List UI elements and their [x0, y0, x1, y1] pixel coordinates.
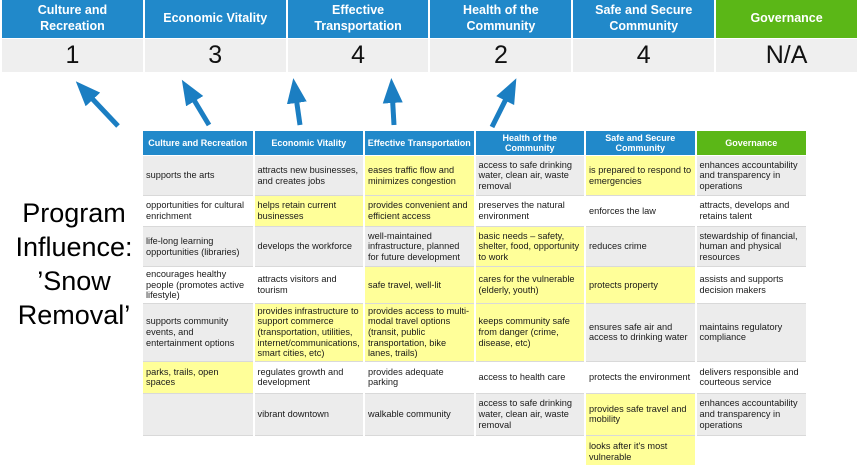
summary-header-safe-and-secure-community: Safe and Secure Community [573, 0, 714, 38]
summary-header-culture-and-recreation: Culture and Recreation [2, 0, 143, 38]
score-summary-table [2, 0, 857, 72]
matrix-cell-6-effective-transportation: provides adequate parking [364, 361, 475, 393]
matrix-header-culture-and-recreation: Culture and Recreation [143, 131, 254, 156]
summary-score-effective-transportation: 4 [288, 39, 429, 72]
matrix-cell-8-health-of-the-community [475, 435, 586, 465]
matrix-cell-2-economic-vitality: helps retain current businesses [254, 196, 365, 227]
matrix-row-6 [143, 361, 806, 393]
matrix-header-effective-transportation: Effective Transportation [364, 131, 475, 156]
matrix-header-health-of-the-community: Health of the Community [475, 131, 586, 156]
arrow-health-of-the-community [392, 90, 394, 125]
matrix-cell-6-safe-and-secure-community: protects the environment [585, 361, 696, 393]
matrix-cell-7-health-of-the-community: access to safe drinking water, clean air, waste removal [475, 393, 586, 435]
summary-header-effective-transportation: Effective Transportation [288, 0, 429, 38]
summary-header-governance: Governance [716, 0, 857, 38]
matrix-cell-3-safe-and-secure-community: reduces crime [585, 227, 696, 267]
matrix-row-2 [143, 196, 806, 227]
matrix-cell-4-governance: assists and supports decision makers [696, 267, 807, 304]
arrow-economic-vitality [188, 90, 209, 125]
matrix-cell-3-economic-vitality: develops the workforce [254, 227, 365, 267]
summary-score-culture-and-recreation: 1 [2, 39, 143, 72]
matrix-body [143, 156, 806, 465]
matrix-cell-1-culture-and-recreation: supports the arts [143, 156, 254, 196]
matrix-cell-1-health-of-the-community: access to safe drinking water, clean air, waste removal [475, 156, 586, 196]
matrix-cell-2-governance: attracts, develops and retains talent [696, 196, 807, 227]
summary-score-safe-and-secure-community: 4 [573, 39, 714, 72]
matrix-cell-4-culture-and-recreation: encourages healthy people (promotes active lifestyle) [143, 267, 254, 304]
matrix-header-safe-and-secure-community: Safe and Secure Community [585, 131, 696, 156]
matrix-cell-8-governance [696, 435, 807, 465]
matrix-cell-3-culture-and-recreation: life-long learning opportunities (libraries) [143, 227, 254, 267]
matrix-cell-7-economic-vitality: vibrant downtown [254, 393, 365, 435]
matrix-row-4 [143, 267, 806, 304]
matrix-cell-8-safe-and-secure-community: looks after it's most vulnerable [585, 435, 696, 465]
matrix-row-1 [143, 156, 806, 196]
matrix-cell-2-health-of-the-community: preserves the natural environment [475, 196, 586, 227]
matrix-header-governance: Governance [696, 131, 807, 156]
matrix-cell-5-health-of-the-community: keeps community safe from danger (crime, disease, etc) [475, 303, 586, 361]
matrix-cell-4-health-of-the-community: cares for the vulnerable (elderly, youth) [475, 267, 586, 304]
summary-score-governance: N/A [716, 39, 857, 72]
page-title: Program Influence: ’Snow Removal’ [15, 198, 133, 330]
arrow-safe-and-secure-community [492, 89, 511, 127]
matrix-cell-5-effective-transportation: provides access to multi-modal travel options (transit, public transportation, bike lanes, trails) [364, 303, 475, 361]
matrix-header-economic-vitality: Economic Vitality [254, 131, 365, 156]
matrix-cell-7-governance: enhances accountability and transparency in operations [696, 393, 807, 435]
matrix-cell-6-culture-and-recreation: parks, trails, open spaces [143, 361, 254, 393]
matrix-cell-1-effective-transportation: eases traffic flow and minimizes congestion [364, 156, 475, 196]
matrix-row-5 [143, 303, 806, 361]
influence-arrows [0, 78, 859, 132]
influence-matrix [143, 131, 806, 465]
matrix-cell-2-effective-transportation: provides convenient and efficient access [364, 196, 475, 227]
matrix-cell-5-safe-and-secure-community: ensures safe air and access to drinking water [585, 303, 696, 361]
matrix-cell-4-safe-and-secure-community: protects property [585, 267, 696, 304]
matrix-cell-4-economic-vitality: attracts visitors and tourism [254, 267, 365, 304]
matrix-cell-6-health-of-the-community: access to health care [475, 361, 586, 393]
arrow-culture-and-recreation [84, 90, 118, 126]
summary-header-health-of-the-community: Health of the Community [430, 0, 571, 38]
matrix-cell-7-safe-and-secure-community: provides safe travel and mobility [585, 393, 696, 435]
matrix-cell-1-governance: enhances accountability and transparency in operations [696, 156, 807, 196]
matrix-row-3 [143, 227, 806, 267]
matrix-cell-8-effective-transportation [364, 435, 475, 465]
matrix-row-8 [143, 435, 806, 465]
matrix-cell-2-culture-and-recreation: opportunities for cultural enrichment [143, 196, 254, 227]
matrix-cell-8-economic-vitality [254, 435, 365, 465]
matrix-cell-7-culture-and-recreation [143, 393, 254, 435]
summary-header-economic-vitality: Economic Vitality [145, 0, 286, 38]
matrix-cell-5-culture-and-recreation: supports community events, and entertainment options [143, 303, 254, 361]
matrix-cell-3-governance: stewardship of financial, human and physical resources [696, 227, 807, 267]
matrix-cell-6-economic-vitality: regulates growth and development [254, 361, 365, 393]
matrix-head [143, 131, 806, 156]
matrix-cell-6-governance: delivers responsible and courteous service [696, 361, 807, 393]
matrix-cell-2-safe-and-secure-community: enforces the law [585, 196, 696, 227]
summary-score-economic-vitality: 3 [145, 39, 286, 72]
matrix-cell-7-effective-transportation: walkable community [364, 393, 475, 435]
matrix-cell-5-economic-vitality: provides infrastructure to support commerce (transportation, utilities, internet/communications, smart cities, etc) [254, 303, 365, 361]
matrix-cell-5-governance: maintains regulatory compliance [696, 303, 807, 361]
matrix-cell-3-effective-transportation: well-maintained infrastructure, planned for future development [364, 227, 475, 267]
matrix-cell-1-economic-vitality: attracts new businesses, and creates jobs [254, 156, 365, 196]
arrow-effective-transportation [295, 90, 300, 125]
matrix-row-7 [143, 393, 806, 435]
matrix-cell-3-health-of-the-community: basic needs – safety, shelter, food, opportunity to work [475, 227, 586, 267]
summary-score-health-of-the-community: 2 [430, 39, 571, 72]
matrix-cell-8-culture-and-recreation [143, 435, 254, 465]
matrix-cell-4-effective-transportation: safe travel, well-lit [364, 267, 475, 304]
matrix-cell-1-safe-and-secure-community: is prepared to respond to emergencies [585, 156, 696, 196]
